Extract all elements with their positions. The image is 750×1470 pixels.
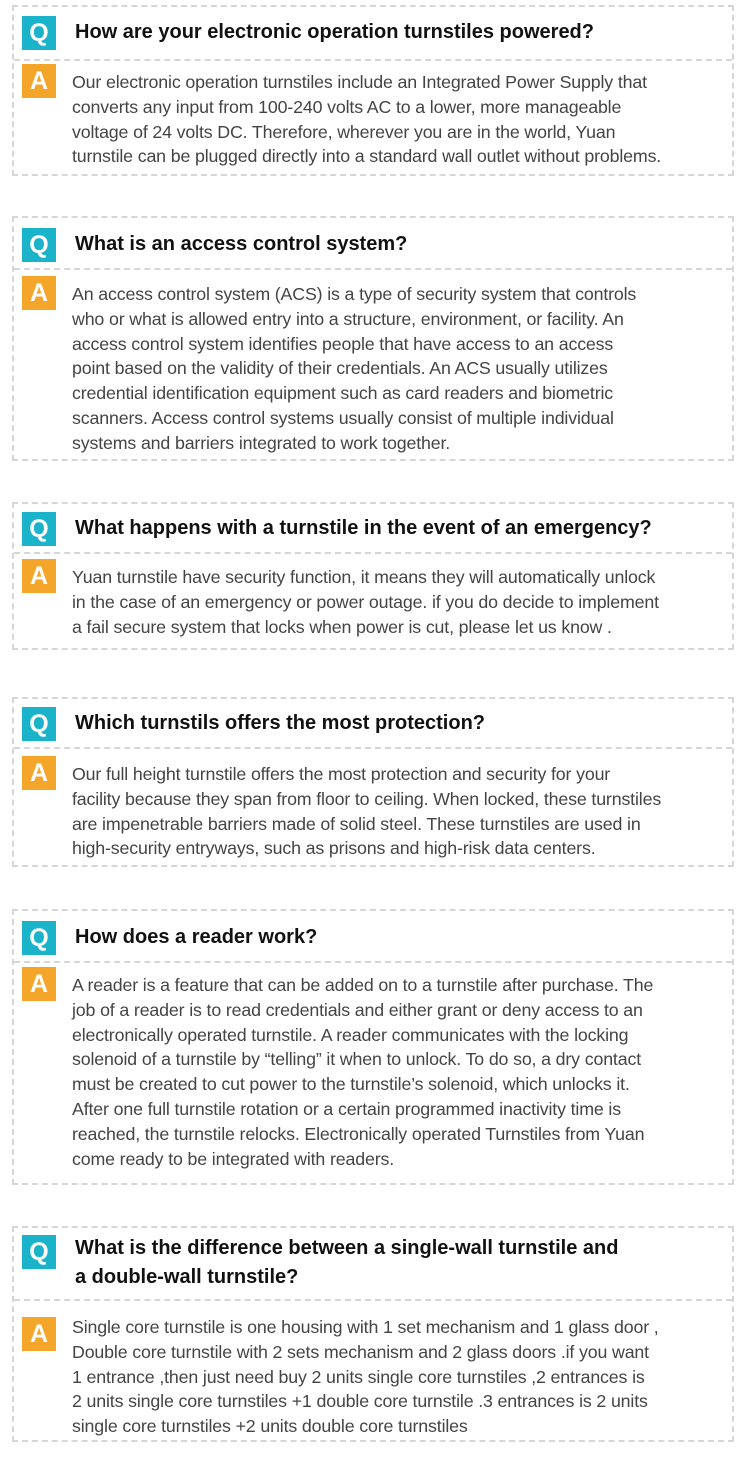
question-row [22, 228, 728, 262]
answer-text: A reader is a feature that can be added on to a turnstile after purchase. The job of a reader is to read credentials and either grant or deny access to an electronically operated turnstile. A reader communicates with the locking solenoid of a turnstile by “telling” it when to unlock. To do so, a dry contact must be created to cut power to the turnstile’s solenoid, which unlocks it. After one full turnstile rotation or a certain programmed inactivity time is reached, the turnstile relocks. Electronically operated Turnstiles from Yuan come ready to be integrated with readers. [72, 975, 654, 1169]
a-badge-icon: A [22, 64, 56, 98]
answer-text: Our electronic operation turnstiles include an Integrated Power Supply that converts any input from 100-240 volts AC to a lower, more manageable voltage of 24 volts DC. Therefore, wherever you are in the world, Yuan turnstile can be plugged directly into a standard wall outlet without problems. [72, 72, 662, 167]
a-badge-icon: A [22, 559, 56, 593]
question-text: How are your electronic operation turnstiles powered? [75, 21, 594, 43]
answer-row [22, 756, 730, 861]
question-text: What is an access control system? [75, 233, 408, 255]
question-row [22, 512, 728, 546]
answer-row [22, 967, 730, 1171]
qa-divider [14, 268, 732, 270]
a-badge-icon: A [22, 756, 56, 790]
q-badge-icon: Q [22, 512, 56, 546]
answer-text: Yuan turnstile have security function, it means they will automatically unlock in the case of an emergency or power outage. if you do decide to implement a fail secure system that locks when power is cut, please let us know . [72, 567, 659, 637]
qa-divider [14, 747, 732, 749]
faq-item-6 [12, 1226, 734, 1442]
question-text: How does a reader work? [75, 926, 318, 948]
answer-row [22, 559, 730, 639]
faq-item-4 [12, 697, 734, 867]
a-badge-icon: A [22, 276, 56, 310]
faq-item-3 [12, 502, 734, 650]
qa-divider [14, 59, 732, 61]
faq-item-2 [12, 216, 734, 461]
qa-divider [14, 1299, 732, 1301]
question-row [22, 16, 728, 50]
qa-divider [14, 961, 732, 963]
answer-text: Single core turnstile is one housing with 1 set mechanism and 1 glass door , Double core turnstile with 2 sets mechanism and 2 glass doors .if you want 1 entrance ,then just need buy 2 units single core turnstiles ,2 entrances is 2 units single core turnstiles +1 double core turnstile .3 entrances is 2 units single core turnstiles +2 units double core turnstiles [72, 1317, 659, 1437]
qa-divider [14, 552, 732, 554]
answer-text: An access control system (ACS) is a type of security system that controls who or what is allowed entry into a structure, environment, or facility. An access control system identifies people that have access to an access point based on the validity of their credentials. An ACS usually utilizes credential identification equipment such as card readers and biometric scanners. Access control systems usually consist of multiple individual systems and barriers integrated to work together. [72, 284, 637, 453]
question-row [22, 921, 728, 955]
question-row [22, 707, 728, 741]
q-badge-icon: Q [22, 16, 56, 50]
q-badge-icon: Q [22, 1235, 56, 1269]
answer-row [22, 276, 730, 456]
answer-row [22, 1309, 730, 1439]
question-row [22, 1233, 728, 1292]
faq-item-1 [12, 5, 734, 176]
a-badge-icon: A [22, 967, 56, 1001]
faq-item-5 [12, 909, 734, 1185]
question-text: Which turnstils offers the most protection? [75, 712, 486, 734]
a-badge-icon: A [22, 1317, 56, 1351]
q-badge-icon: Q [22, 707, 56, 741]
q-badge-icon: Q [22, 228, 56, 262]
question-text: What is the difference between a single-wall turnstile and a double-wall turnstile? [75, 1237, 619, 1288]
answer-text: Our full height turnstile offers the most protection and security for your facility because they span from floor to ceiling. When locked, these turnstiles are impenetrable barriers made of solid steel. These turnstiles are used in high-security entryways, such as prisons and high-risk data centers. [72, 764, 662, 859]
answer-row [22, 64, 730, 169]
q-badge-icon: Q [22, 921, 56, 955]
question-text: What happens with a turnstile in the event of an emergency? [75, 517, 652, 539]
